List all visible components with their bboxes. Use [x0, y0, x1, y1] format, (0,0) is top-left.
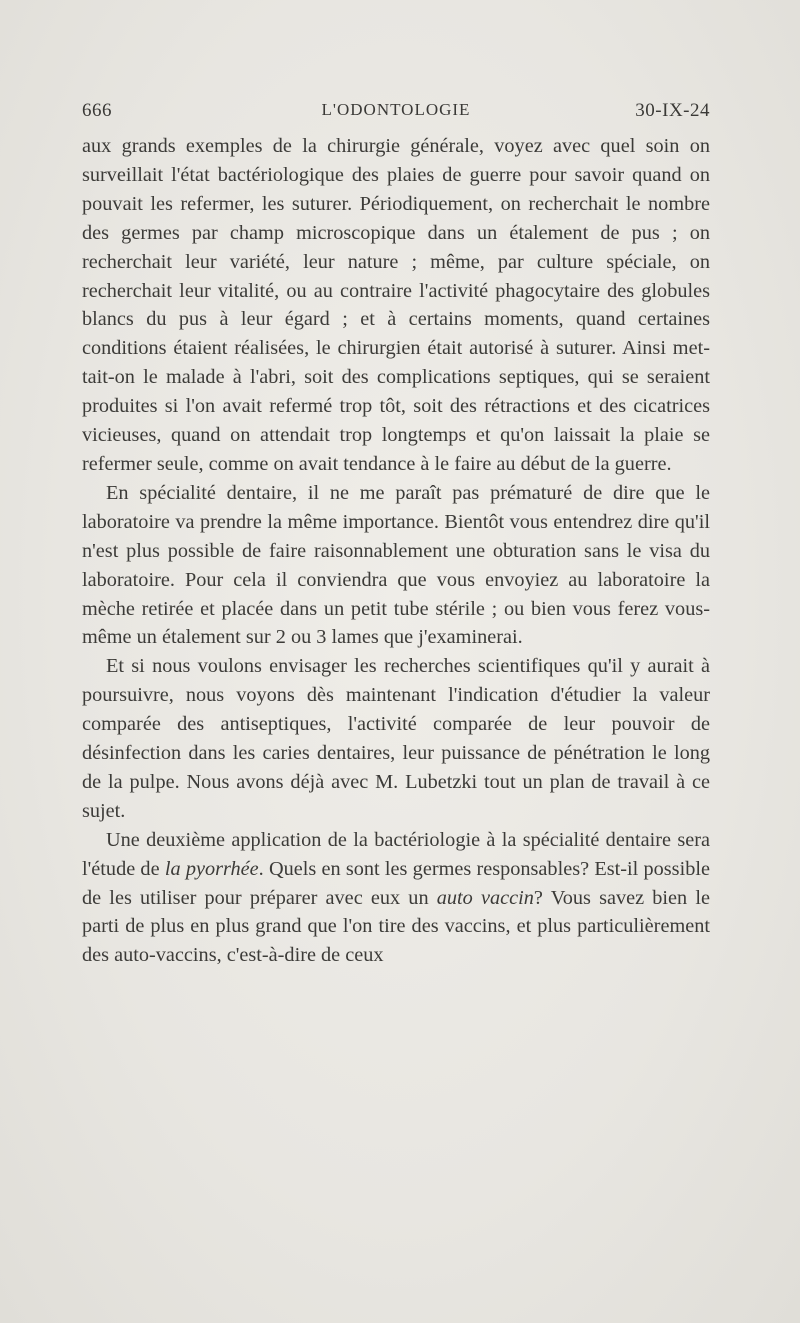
- journal-title: L'ODONTOLOGIE: [321, 100, 471, 119]
- page-number: 666: [82, 100, 112, 121]
- running-header: [82, 100, 710, 124]
- issue-date: 30-IX-24: [635, 100, 710, 121]
- paragraph: Et si nous voulons envisager les recherches scientifiques qu'il y aurait à poursuivre, nous voyons dès maintenant l'indication d'étudier la valeur comparée des antiseptiques, l'activité comparée de leur pouvoir de désinfection dans les caries dentaires, leur puissance de pénétration le long de la pulpe. Nous avons déjà avec M. Lubetzki tout un plan de travail à ce sujet.: [82, 655, 710, 822]
- paragraph: [82, 826, 710, 971]
- italic-term: auto vaccin: [436, 886, 534, 909]
- paragraph-text: ? Vous savez bien le parti de plus en plus grand que l'on tire des vaccins, et plus particulièrement des auto-vaccins, c'est-à-dire de ceux: [82, 886, 710, 967]
- paragraph-text: Une deuxième application de la bactériologie à la spécialité dentaire sera l'étude de: [82, 828, 710, 880]
- paragraph: En spécialité dentaire, il ne me paraît pas prématuré de dire que le laboratoire va prendre la même importance. Bientôt vous entendrez dire qu'il n'est plus possible de faire raisonnablement une obturation sans le visa du laboratoire. Pour cela il conviendra que vous envoyiez au laboratoire la mèche retirée et placée dans un petit tube stérile ; ou bien vous ferez vous-même un étalement sur 2 ou 3 lames que j'examinerai.: [82, 481, 710, 649]
- italic-term: la pyorrhée: [164, 857, 259, 880]
- body-text: [82, 132, 710, 970]
- paragraph: aux grands exemples de la chirurgie générale, voyez avec quel soin on surveillait l'état bactériologique des plaies de guerre pour savoir quand on pouvait les refermer, les suturer. Périodiquement, on recherchait le nombre des germes par champ microscopique dans un étalement de pus ; on recherchait leur variété, leur nature ; même, par culture spéciale, on recherchait leur vitalité, ou au contraire l'activité phagocytaire des globules blancs du pus à leur égard ; et à certains moments, quand certaines conditions étaient réalisées, le chirurgien était autorisé à suturer. Ainsi mettait-on le malade à l'abri, soit des complications septiques, qui se seraient produites si l'on avait refermé trop tôt, soit des rétractions et des cicatrices vicieuses, quand on attendait trop longtemps et qu'on laissait la plaie se refermer seule, comme on avait tendance à le faire au début de la guerre.: [82, 135, 710, 475]
- paragraph-text: . Quels en sont les germes responsables? Est-il possible de les utiliser pour préparer avec eux un: [82, 857, 710, 909]
